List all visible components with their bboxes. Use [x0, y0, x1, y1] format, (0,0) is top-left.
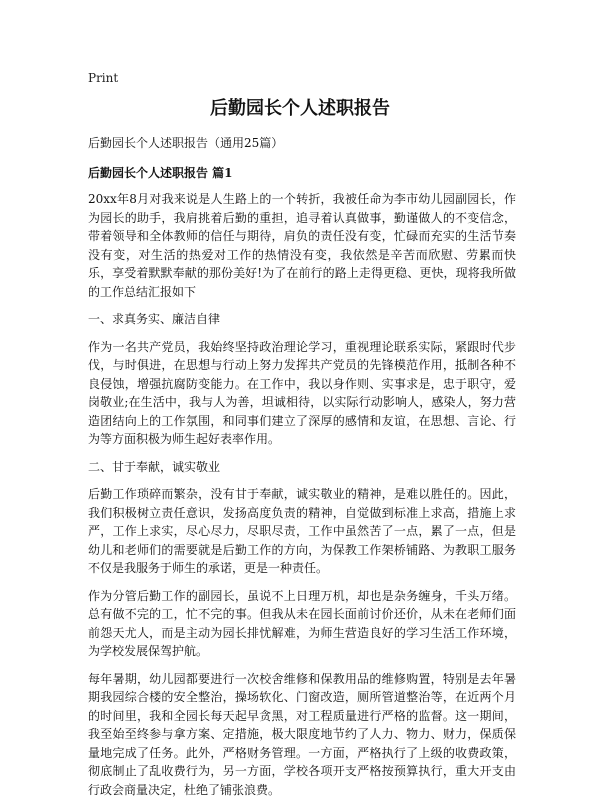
chapter-heading: 后勤园长个人述职报告 篇1: [88, 165, 233, 180]
section-1-paragraph-1: 作为一名共产党员，我始终坚持政治理论学习，重视理论联系实际，紧跟时代步伐，与时俱进，在思想与行动上努力发挥共产党员的先锋模范作用，抵制各种不良侵蚀，增强抗腐防变能力。在工作中，我以身作则、实事求是，忠于职守，爱岗敬业;在生活中，我与人为善，坦诚相待，以实际行动影响人，感染人，努力营造团结向上的工作氛围，和同事们建立了深厚的感情和友谊，在思想、言论、行为等方面积极为师生起好表率作用。: [88, 339, 516, 446]
document-title: 后勤园长个人述职报告: [210, 98, 390, 119]
intro-paragraph: 20xx年8月对我来说是人生路上的一个转折，我被任命为李市幼儿园副园长，作为园长的助手，我肩挑着后勤的重担，追寻着认真做事，勤谨做人的不变信念，带着领导和全体教师的信任与期待，肩负的责任没有变，忙碌而充实的生活节奏没有变，对生活的热爱对工作的热情没有变，我依然是辛苦而欣慰、劳累而快乐，享受着默默奉献的那份美好!为了在前行的路上走得更稳、更快，现将我所做的工作总结汇报如下: [88, 192, 516, 299]
section-2-paragraph-2: 作为分管后勤工作的副园长，虽说不上日理万机，却也是杂务缠身，千头万绪。总有做不完的工，忙不完的事。但我从未在园长面前讨价还价，从未在老师们面前怨天尤人，而是主动为园长排忧解难，为师生营造良好的学习生活工作环境，为学校发展保驾护航。: [88, 588, 516, 658]
section-2-paragraph-1: 后勤工作琐碎而繁杂，没有甘于奉献，诚实敬业的精神，是难以胜任的。因此，我们积极树立责任意识，发扬高度负责的精神，自觉做到标准上求高，措施上求严，工作上求实，尽心尽力，尽职尽责，工作中虽然苦了一点，累了一点，但是幼儿和老师们的需要就是后勤工作的方向，为保教工作架桥铺路、为教职工服务不仅是我服务于师生的承诺，更是一种责任。: [88, 487, 516, 575]
section-heading-1: 一、求真务实、廉洁自律: [88, 312, 221, 326]
document-subtitle: 后勤园长个人述职报告（通用25篇）: [88, 136, 284, 150]
print-link[interactable]: Print: [88, 71, 119, 85]
document-body: [88, 134, 516, 808]
section-heading-2: 二、甘于奉献，诚实敬业: [88, 459, 221, 474]
section-2-paragraph-3: 每年暑期，幼儿园都要进行一次校舍维修和保教用品的维修购置，特别是去年暑期我园综合楼的安全整治，操场软化、门窗改造，厕所管道整治等，在近两个月的时间里，我和全园长每天起早贪黑，对工程质量进行严格的监督。这一期间，我至始至终参与拿方案、定措施，极大限度地节约了人力、物力、财力，保质保量地完成了任务。此外，严格财务管理。一方面，严格执行了上级的收费政策，彻底制止了乱收费行为，另一方面，学校各项开支严格按预算执行，重大开支由行政会商量决定，杜绝了铺张浪费。: [88, 671, 516, 797]
